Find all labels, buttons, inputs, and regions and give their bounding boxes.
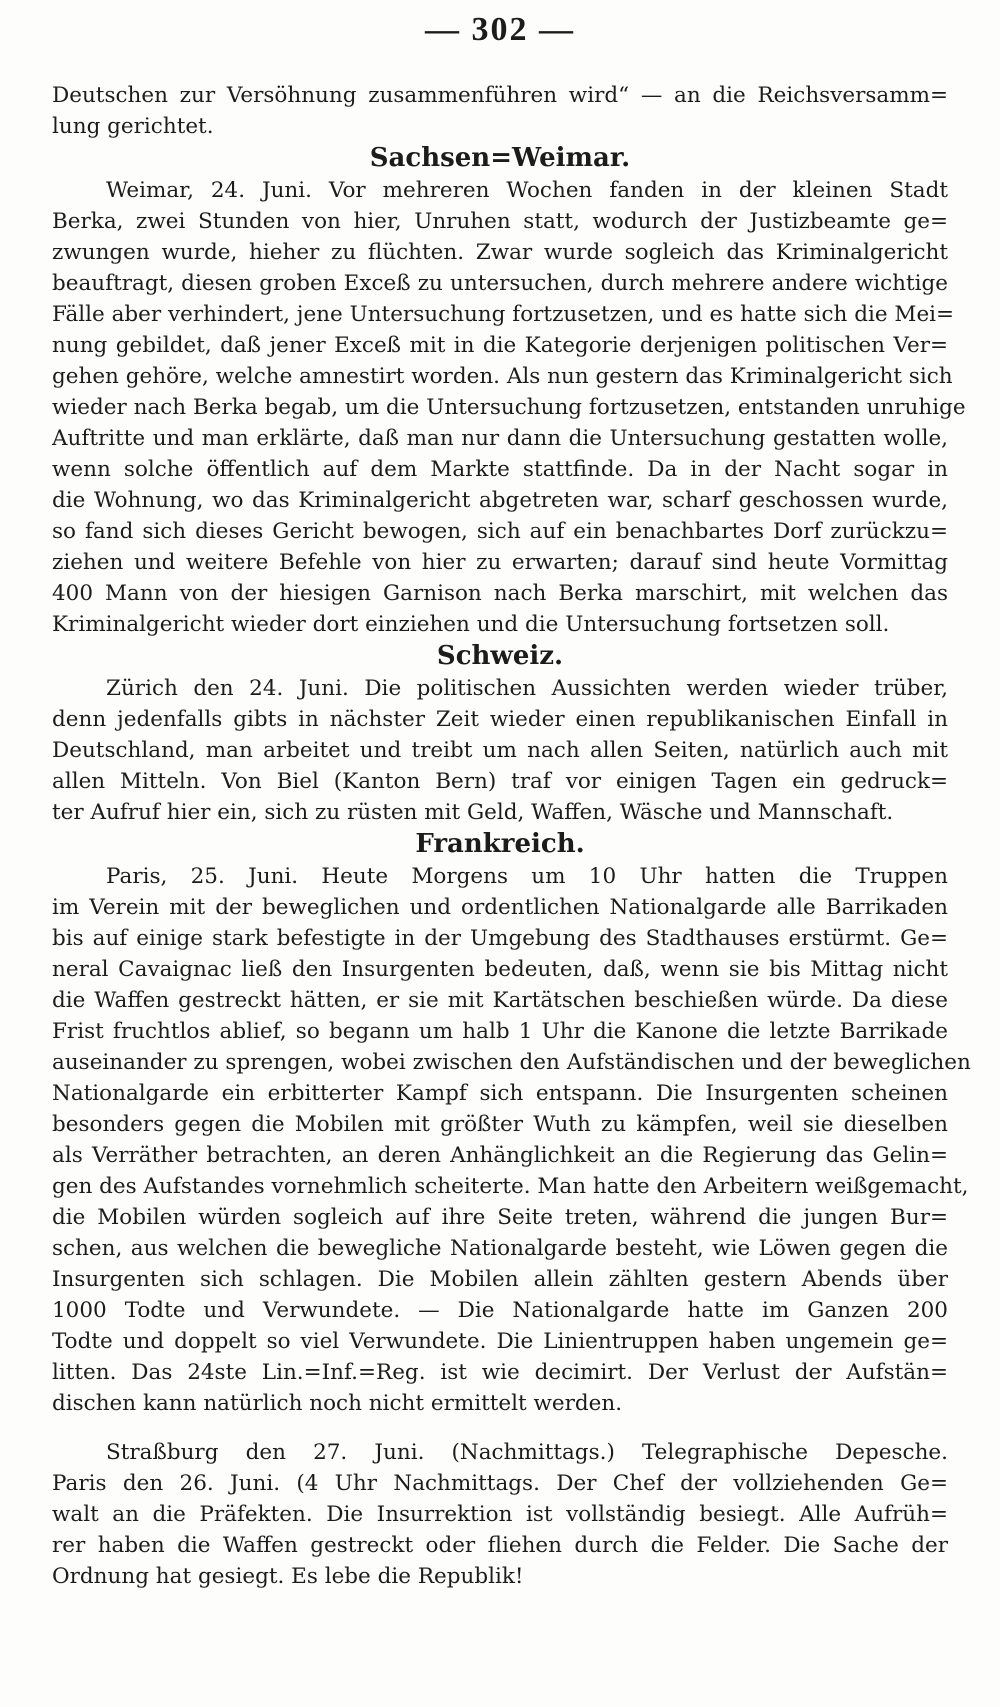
text-line: neral Cavaignac ließ den Insurgenten bedeuten, daß, wenn sie bis Mittag nicht bbox=[52, 957, 948, 982]
text-line: Fälle aber verhindert, jene Untersuchung fortzusetzen, und es hatte sich die Mei= bbox=[52, 302, 955, 327]
text-line: denn jedenfalls gibts in nächster Zeit wieder einen republikanischen Einfall in bbox=[52, 707, 948, 732]
text-line: schen, aus welchen die bewegliche Nationalgarde besteht, wie Löwen gegen die bbox=[52, 1236, 948, 1261]
dateline-line: Straßburg den 27. Juni. (Nachmittags.) Telegraphische Depesche. bbox=[106, 1440, 948, 1465]
text-line: besonders gegen die Mobilen mit größter Wuth zu kämpfen, weil sie dieselben bbox=[52, 1112, 948, 1137]
text-line: litten. Das 24ste Lin.=Inf.=Reg. ist wie decimirt. Der Verlust der Aufstän= bbox=[52, 1360, 948, 1385]
text-line: ziehen und weitere Befehle von hier zu erwarten; darauf sind heute Vormittag bbox=[52, 550, 948, 575]
paragraph-end-line: ter Aufruf hier ein, sich zu rüsten mit Geld, Waffen, Wäsche und Mannschaft. bbox=[52, 800, 894, 825]
text-line: im Verein mit der beweglichen und ordentlichen Nationalgarde alle Barrikaden bbox=[52, 895, 948, 920]
page-number: — 302 — bbox=[425, 11, 575, 48]
text-line: Auftritte und man erklärte, daß man nur dann die Untersuchung gestatten wolle, bbox=[52, 426, 948, 451]
text-line: gehen gehöre, welche amnestirt worden. Als nun gestern das Kriminalgericht sich bbox=[52, 364, 953, 389]
text-line: zwungen wurde, hieher zu flüchten. Zwar wurde sogleich das Kriminalgericht bbox=[52, 240, 948, 265]
text-line: allen Mitteln. Von Biel (Kanton Bern) traf vor einigen Tagen ein gedruck= bbox=[52, 769, 948, 794]
text-line: nung gebildet, daß jener Exceß mit in die Kategorie derjenigen politischen Ver= bbox=[52, 333, 948, 358]
text-line: 400 Mann von der hiesigen Garnison nach Berka marschirt, mit welchen das bbox=[52, 581, 948, 606]
text-line: als Verräther betrachten, an deren Anhänglichkeit an die Regierung das Gelin= bbox=[52, 1143, 948, 1168]
text-line: beauftragt, diesen groben Exceß zu untersuchen, durch mehrere andere wichtige bbox=[52, 271, 948, 296]
text-line: so fand sich dieses Gericht bewogen, sich auf ein benachbartes Dorf zurückzu= bbox=[52, 519, 948, 544]
text-line: die Wohnung, wo das Kriminalgericht abgetreten war, scharf geschossen wurde, bbox=[52, 488, 948, 513]
text-line: walt an die Präfekten. Die Insurrektion ist vollständig besiegt. Alle Aufrüh= bbox=[52, 1502, 948, 1527]
section-heading: Sachsen=Weimar. bbox=[369, 143, 631, 173]
section-heading: Frankreich. bbox=[415, 829, 585, 859]
text-line: rer haben die Waffen gestreckt oder fliehen durch die Felder. Die Sache der bbox=[52, 1533, 948, 1558]
dateline-line: Zürich den 24. Juni. Die politischen Aussichten werden wieder trüber, bbox=[106, 676, 948, 701]
paragraph-end-line: Ordnung hat gesiegt. Es lebe die Republik! bbox=[52, 1564, 524, 1589]
text-line: Deutschland, man arbeitet und treibt um nach allen Seiten, natürlich auch mit bbox=[52, 738, 948, 763]
article-body bbox=[52, 80, 971, 1592]
text-line: gen des Aufstandes vornehmlich scheiterte. Man hatte den Arbeitern weißgemacht, bbox=[52, 1174, 969, 1199]
text-line: Deutschen zur Versöhnung zusammenführen wird“ — an die Reichsversamm= bbox=[52, 83, 948, 108]
text-line: bis auf einige stark befestigte in der Umgebung des Stadthauses erstürmt. Ge= bbox=[52, 926, 948, 951]
text-line: die Mobilen würden sogleich auf ihre Seite treten, während die jungen Bur= bbox=[52, 1205, 948, 1230]
text-line: Insurgenten sich schlagen. Die Mobilen allein zählten gestern Abends über bbox=[52, 1267, 948, 1292]
text-line: Frist fruchtlos ablief, so begann um halb 1 Uhr die Kanone die letzte Barrikade bbox=[52, 1019, 948, 1044]
paragraph-end-line: Kriminalgericht wieder dort einziehen und die Untersuchung fortsetzen soll. bbox=[52, 612, 890, 637]
text-line: wieder nach Berka begab, um die Untersuchung fortzusetzen, entstanden unruhige bbox=[52, 395, 966, 420]
dateline-line: Weimar, 24. Juni. Vor mehreren Wochen fanden in der kleinen Stadt bbox=[106, 178, 948, 203]
text-line: 1000 Todte und Verwundete. — Die Nationalgarde hatte im Ganzen 200 bbox=[52, 1298, 948, 1323]
text-line: Paris den 26. Juni. (4 Uhr Nachmittags. Der Chef der vollziehenden Ge= bbox=[52, 1471, 948, 1496]
section-heading: Schweiz. bbox=[436, 641, 564, 671]
text-line: Nationalgarde ein erbitterter Kampf sich entspann. Die Insurgenten scheinen bbox=[52, 1081, 948, 1106]
text-line: wenn solche öffentlich auf dem Markte stattfinde. Da in der Nacht sogar in bbox=[52, 457, 948, 482]
paragraph-end-line: lung gerichtet. bbox=[52, 114, 214, 139]
paragraph-gap bbox=[52, 1419, 948, 1437]
dateline-line: Paris, 25. Juni. Heute Morgens um 10 Uhr hatten die Truppen bbox=[106, 864, 948, 889]
text-line: die Waffen gestreckt hätten, er sie mit Kartätschen beschießen würde. Da diese bbox=[52, 988, 948, 1013]
text-line: Berka, zwei Stunden von hier, Unruhen statt, wodurch der Justizbeamte ge= bbox=[52, 209, 948, 234]
text-line: auseinander zu sprengen, wobei zwischen den Aufständischen und der beweglichen bbox=[52, 1050, 971, 1075]
text-line: Todte und doppelt so viel Verwundete. Die Linientruppen haben ungemein ge= bbox=[52, 1329, 948, 1354]
paragraph-end-line: dischen kann natürlich noch nicht ermittelt werden. bbox=[52, 1391, 623, 1416]
